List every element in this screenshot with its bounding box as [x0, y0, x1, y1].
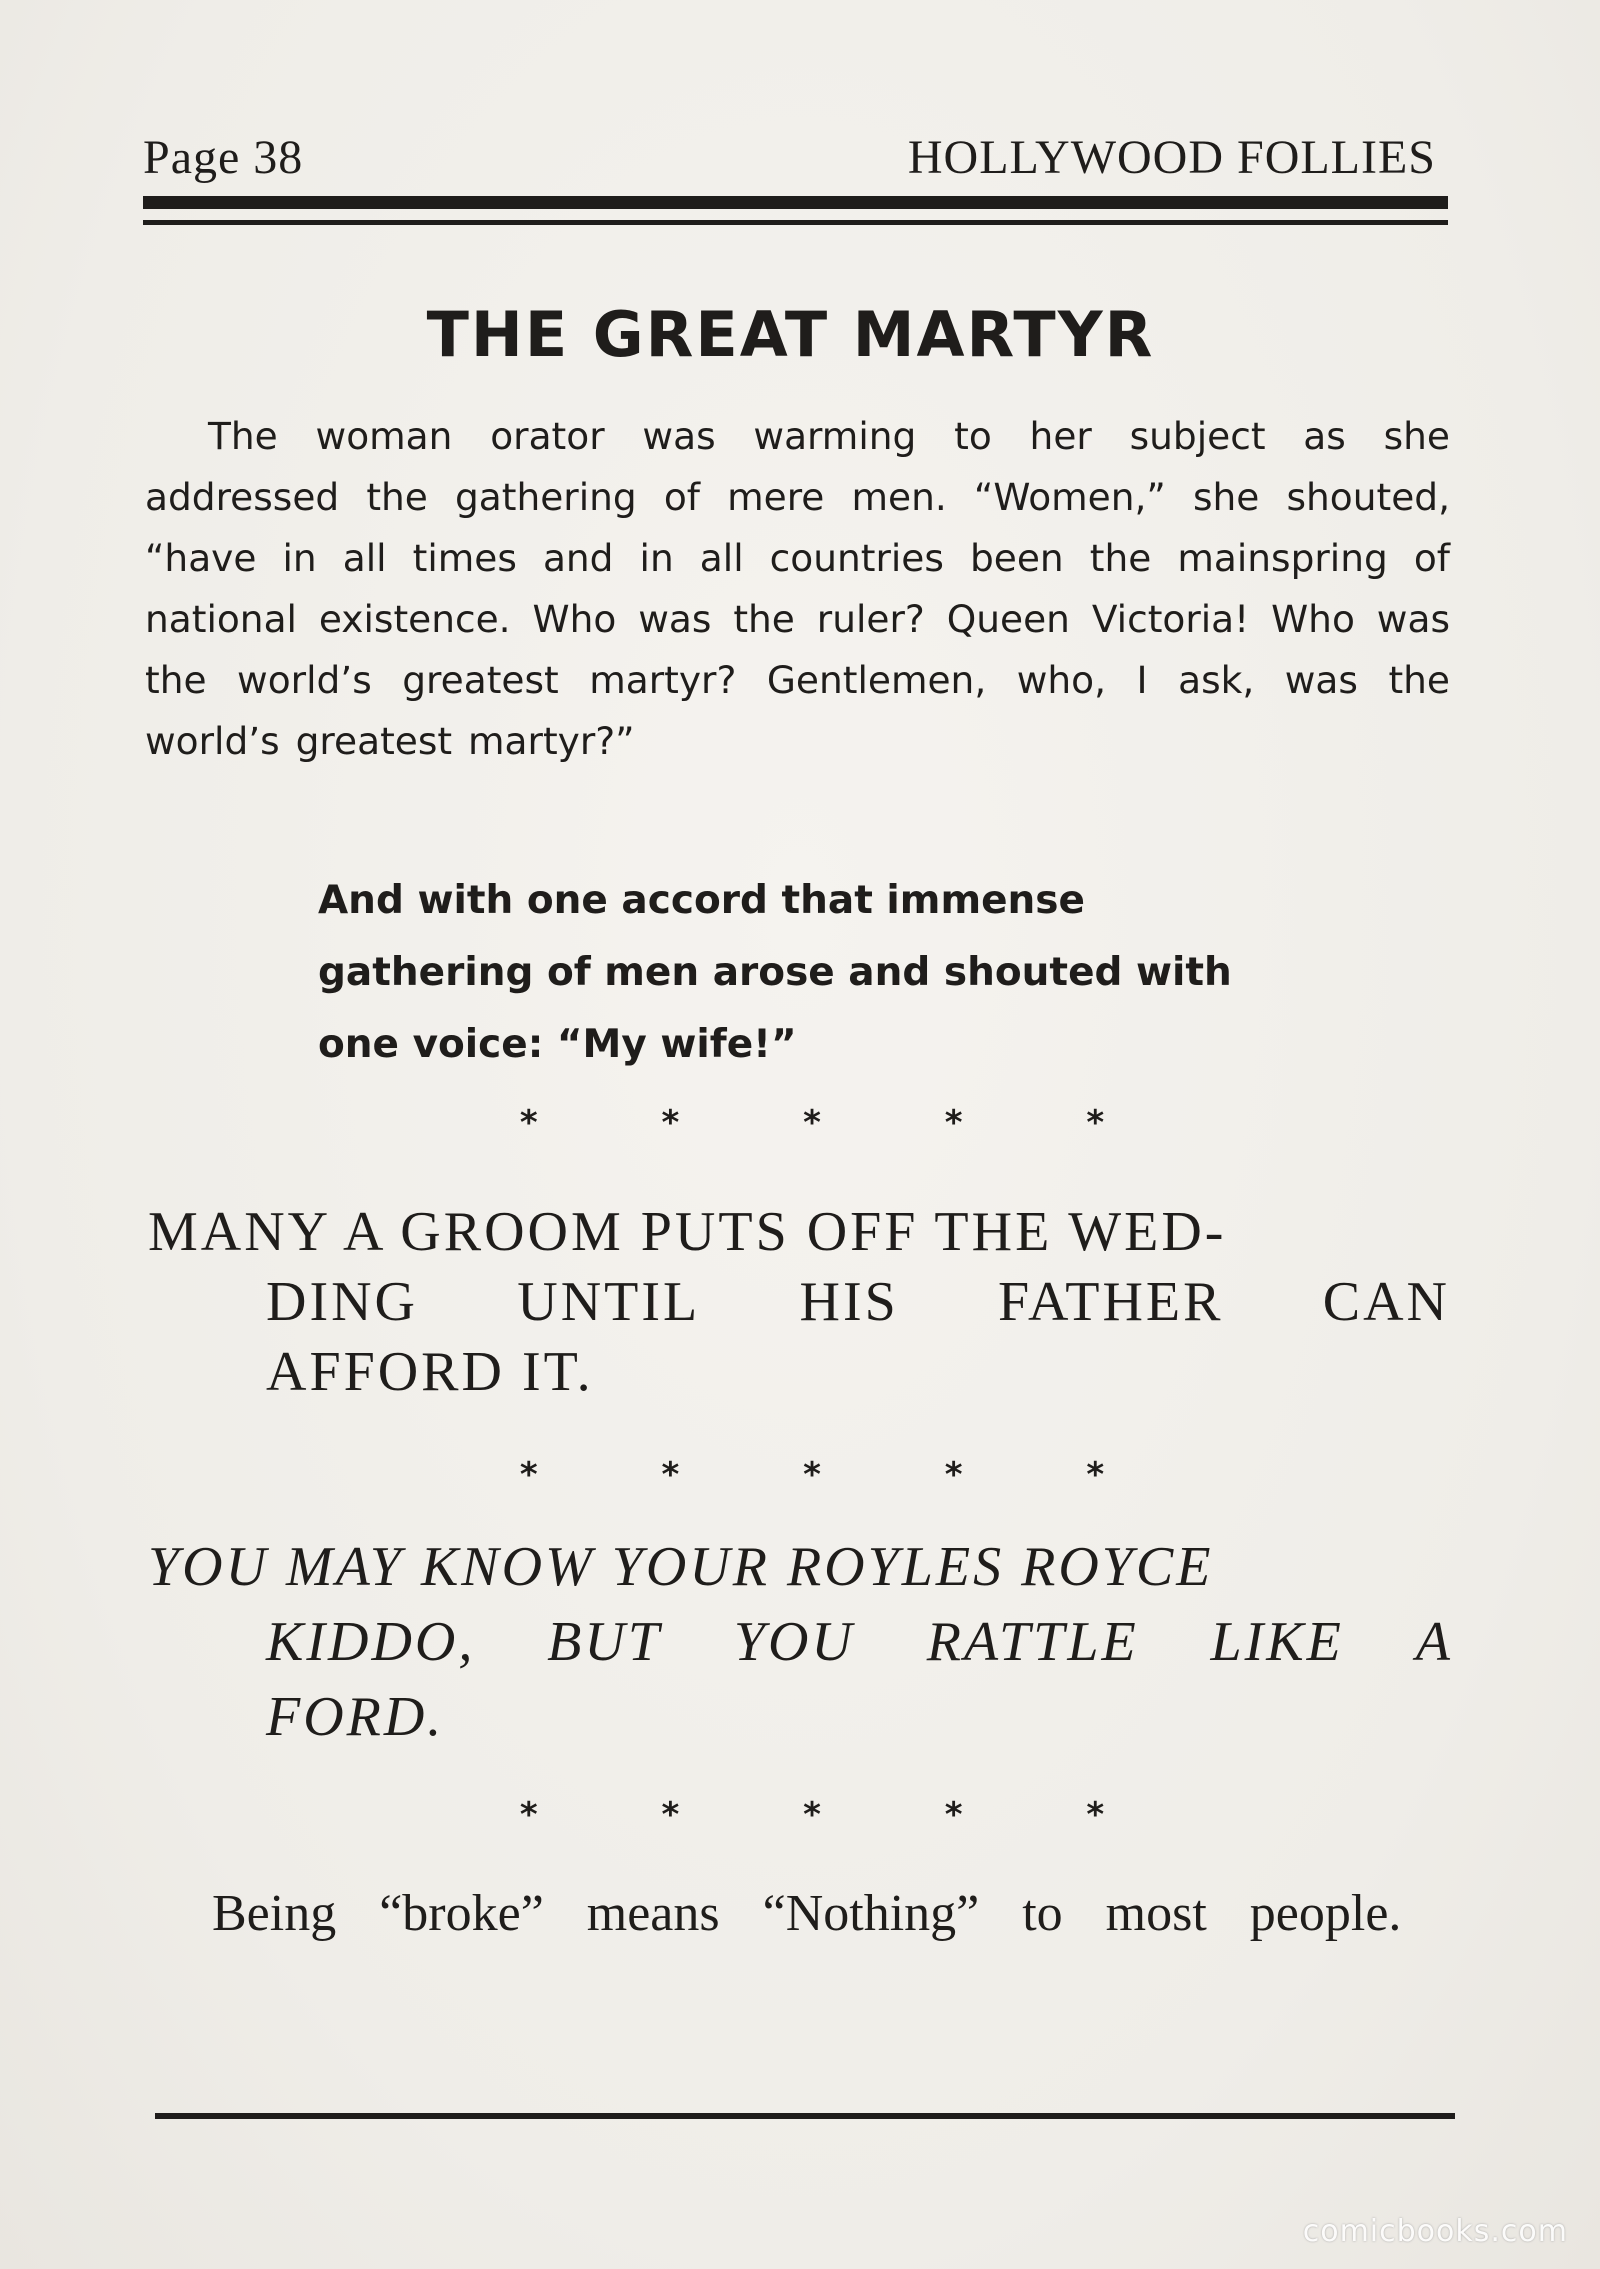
joke-line: FORD. [266, 1686, 445, 1748]
article-title [143, 295, 1448, 375]
punchline-line: one voice: “My wife!” [318, 1022, 797, 1067]
asterisk-separator: * * * * * [519, 1455, 1161, 1495]
asterisk-separator: * * * * * [519, 1795, 1161, 1835]
joke-line: MANY A GROOM PUTS OFF THE WED- [148, 1201, 1227, 1263]
header-rule-thick [143, 196, 1448, 209]
joke-word: FATHER [998, 1271, 1224, 1333]
joke-word: KIDDO, [266, 1611, 476, 1673]
joke-line: YOU MAY KNOW YOUR ROYLES ROYCE [148, 1536, 1214, 1598]
joke-word: DING [266, 1271, 418, 1333]
joke-word: HIS [799, 1271, 899, 1333]
joke-line [148, 1605, 1453, 1680]
joke-word: UNTIL [517, 1271, 701, 1333]
broke-joke: Being “broke” means “Nothing” to most people. [212, 1885, 1402, 1942]
page-header [143, 128, 1448, 188]
watermark: comicbooks.com [1302, 2214, 1568, 2249]
joke-word: YOU [733, 1611, 855, 1673]
running-title: HOLLYWOOD FOLLIES [907, 131, 1436, 184]
punchline-line: gathering of men arose and shouted with [318, 950, 1232, 995]
joke-word: LIKE [1210, 1611, 1344, 1673]
joke-word: CAN [1322, 1271, 1450, 1333]
footer-rule [155, 2113, 1455, 2119]
article-title-text: THE GREAT MARTYR [426, 298, 1155, 371]
article-body: The woman orator was warming to her subject as she addressed the gathering of mere men. “Women,” she shouted, “have in all times and in all countries been the mainspring of national existence. Who was the ruler? Queen Victoria! Who was the world’s greatest martyr? Gentlemen, who, I ask, was the world’s greatest martyr?” [145, 414, 1450, 763]
joke-line: AFFORD IT. [266, 1341, 594, 1403]
joke-word: RATTLE [926, 1611, 1139, 1673]
rolls-royce-joke [148, 1530, 1453, 1755]
joke-word: BUT [547, 1611, 662, 1673]
article-punchline [318, 865, 1278, 1081]
groom-joke [148, 1197, 1450, 1407]
joke-word: A [1415, 1611, 1453, 1673]
header-rule-thin [143, 220, 1448, 225]
asterisk-separator: * * * * * [519, 1103, 1161, 1143]
joke-line [148, 1267, 1450, 1337]
punchline-line: And with one accord that immense [318, 878, 1085, 923]
page-number: Page 38 [143, 131, 304, 184]
